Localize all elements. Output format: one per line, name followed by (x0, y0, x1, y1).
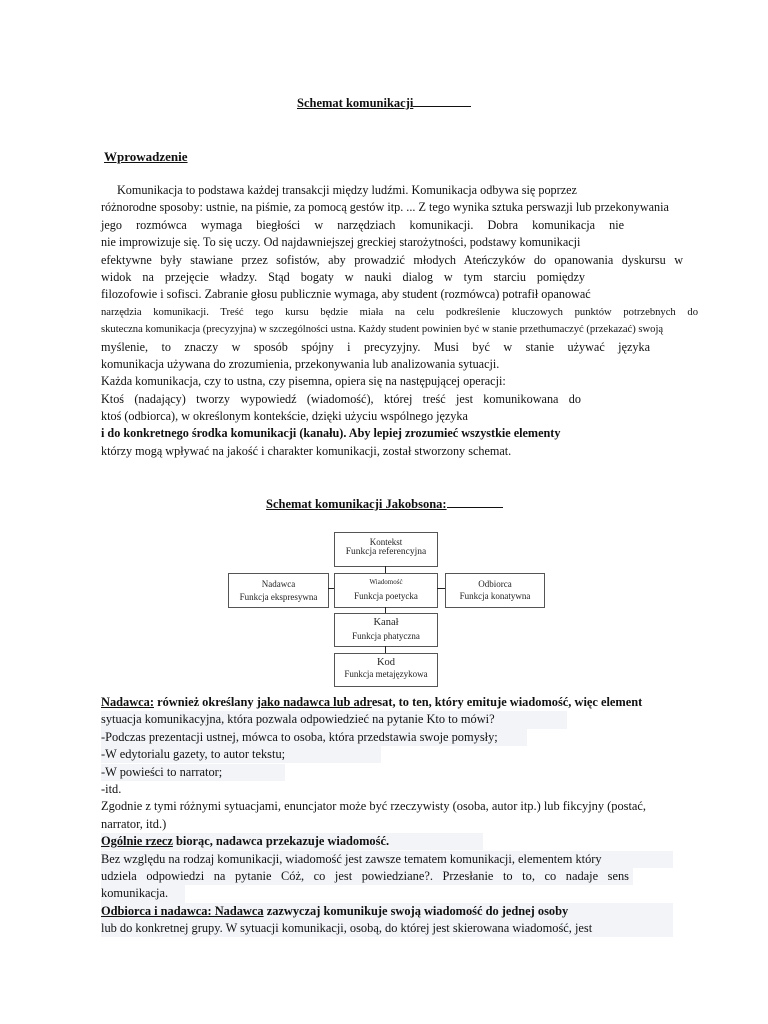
odbiorca-function: Funkcja konatywna (459, 591, 531, 601)
nadawca-box (228, 573, 329, 608)
text-line: jego rozmówca wymaga biegłości w narzędziach komunikacji. Dobra komunikacja nie (101, 217, 624, 232)
nadawca-rest: esat, to ten, który emituje wiadomość, więc element (371, 695, 643, 709)
arrow-kontekst-down (385, 566, 386, 573)
kod-function: Funkcja metajęzykowa (344, 669, 428, 679)
text-line: myślenie, to znaczy w sposób spójny i precyzyjny. Musi być w stanie używać języka (101, 339, 650, 354)
text-line: -W edytorialu gazety, to autor tekstu; (101, 746, 381, 763)
kontekst-label: Kontekst (369, 537, 403, 547)
wiadomosc-function: Funkcja poetycka (354, 591, 418, 601)
jakobson-diagram (228, 532, 548, 688)
text-line: nie improwizuje się. To się uczy. Od najdawniejszej greckiej starożytności, podstawy komunikacji (101, 235, 581, 250)
text-line: -Podczas prezentacji ustnej, mówca to osoba, która przedstawia swoje pomysły; (101, 729, 527, 746)
arrow-odbiorca-left (437, 588, 445, 589)
text-line: którzy mogą wpływać na jakość i charakter komunikacji, został stworzony schemat. (101, 443, 512, 458)
text-line: efektywne były stawiane przez sofistów, aby prowadzić młodych Ateńczyków do opanowania dyskursu w (101, 252, 683, 267)
schema-heading: Schemat komunikacji Jakobsona: (266, 497, 503, 512)
odbiorca-line (101, 903, 673, 920)
kontekst-function: Funkcja referencyjna (345, 547, 427, 557)
odbiorca-term: Odbiorca i nadawca: Nadawca (101, 903, 264, 918)
text-line: narzędzia komunikacji. Treść tego kursu będzie miała na celu podkreślenie kluczowych punktów potrzebnych do (101, 306, 698, 318)
nadawca-label: Nadawca (261, 579, 296, 589)
text-line: Ktoś (nadający) tworzy wypowiedź (wiadomość), której treść jest komunikowana do (101, 391, 581, 406)
text-line: Zgodnie z tymi różnymi sytuacjami, enuncjator może być rzeczywisty (osoba, autor itp.) lub fikcyjny (postać, (101, 799, 647, 814)
nadawca-term: Nadawca: (101, 695, 154, 709)
odbiorca-box (445, 573, 545, 608)
text-line: narrator, itd.) (101, 816, 167, 831)
text-line: -W powieści to narrator; (101, 764, 285, 781)
kanal-box (334, 613, 438, 647)
text-line: skuteczna komunikacja (precyzyjna) w szczególności ustna. Każdy student powinien być w stanie przethumaczyć (przekazać) swoją (101, 324, 664, 336)
text-line: filozofowie i sofisci. Zabranie głosu publicznie wymaga, aby student (rozmówca) potrafił opanować (101, 287, 591, 302)
text-line: -itd. (101, 781, 122, 796)
text-line: lub do konkretnej grupy. W sytuacji komunikacji, osobą, do której jest skierowana wiadomość, jest (101, 920, 673, 937)
kod-label: Kod (376, 657, 396, 668)
kontekst-box (334, 532, 438, 567)
intro-heading: Wprowadzenie (104, 149, 188, 164)
ogolnie-line (101, 833, 483, 850)
text-line: Komunikacja to podstawa każdej transakcji między ludźmi. Komunikacja odbywa się poprzez (117, 183, 577, 197)
text-line: komunikacja używana do zrozumienia, przekonywania lub analizowania sytuacji. (101, 356, 500, 371)
text-line: udziela odpowiedzi na pytanie Cóż, co jest powiedziane?. Przesłanie to to, co nadaje sens (101, 868, 633, 885)
text-line: Bez względu na rodzaj komunikacji, wiadomość jest zawsze tematem komunikacji, elementem który (101, 851, 673, 868)
odbiorca-rest: zazwyczaj komunikuje swoją wiadomość do jednej osoby (266, 903, 569, 918)
intro-paragraph (101, 182, 741, 460)
wiadomosc-box (334, 573, 438, 608)
odbiorca-label: Odbiorca (478, 579, 512, 589)
kanal-function: Funkcja phatyczna (352, 631, 420, 641)
ogolnie-rest: biorąc, nadawca przekazuje wiadomość. (176, 834, 390, 849)
ogolnie-term: Ogólnie rzecz (101, 834, 173, 849)
text-line: komunikacja. (101, 885, 185, 902)
wiadomosc-label: Wiadomość (369, 578, 403, 586)
lower-section (101, 694, 721, 937)
kod-box (334, 653, 438, 687)
text-line: sytuacja komunikacyjna, która pozwala odpowiedzieć na pytanie Kto to mówi? (101, 711, 567, 728)
text-line: widok na przejęcie władzy. Stąd bogaty w nauki dialog w tym starciu pomiędzy (101, 269, 585, 284)
text-line: ktoś (odbiorca), w określonym kontekście, dzięki użyciu wspólnego języka (101, 409, 468, 424)
nadawca-line (101, 694, 721, 711)
nadawca-term-2: jako nadawca lub adr (256, 695, 372, 709)
document-title: Schemat komunikacji (297, 96, 471, 111)
text-line: Każda komunikacja, czy to ustna, czy pisemna, opiera się na następującej operacji: (101, 374, 506, 389)
nadawca-text: również określany (157, 695, 254, 709)
text-line: i do konkretnego środka komunikacji (kanału). Aby lepiej zrozumieć wszystkie elementy (101, 426, 561, 441)
arrow-kod-up (385, 646, 386, 653)
text-line: różnorodne sposoby: ustnie, na piśmie, za pomocą gestów itp. ... Z tego wynika sztuka perswazji lub przekonywania (101, 200, 669, 215)
nadawca-function: Funkcja ekspresywna (239, 592, 318, 602)
kanal-label: Kanał (373, 617, 399, 628)
